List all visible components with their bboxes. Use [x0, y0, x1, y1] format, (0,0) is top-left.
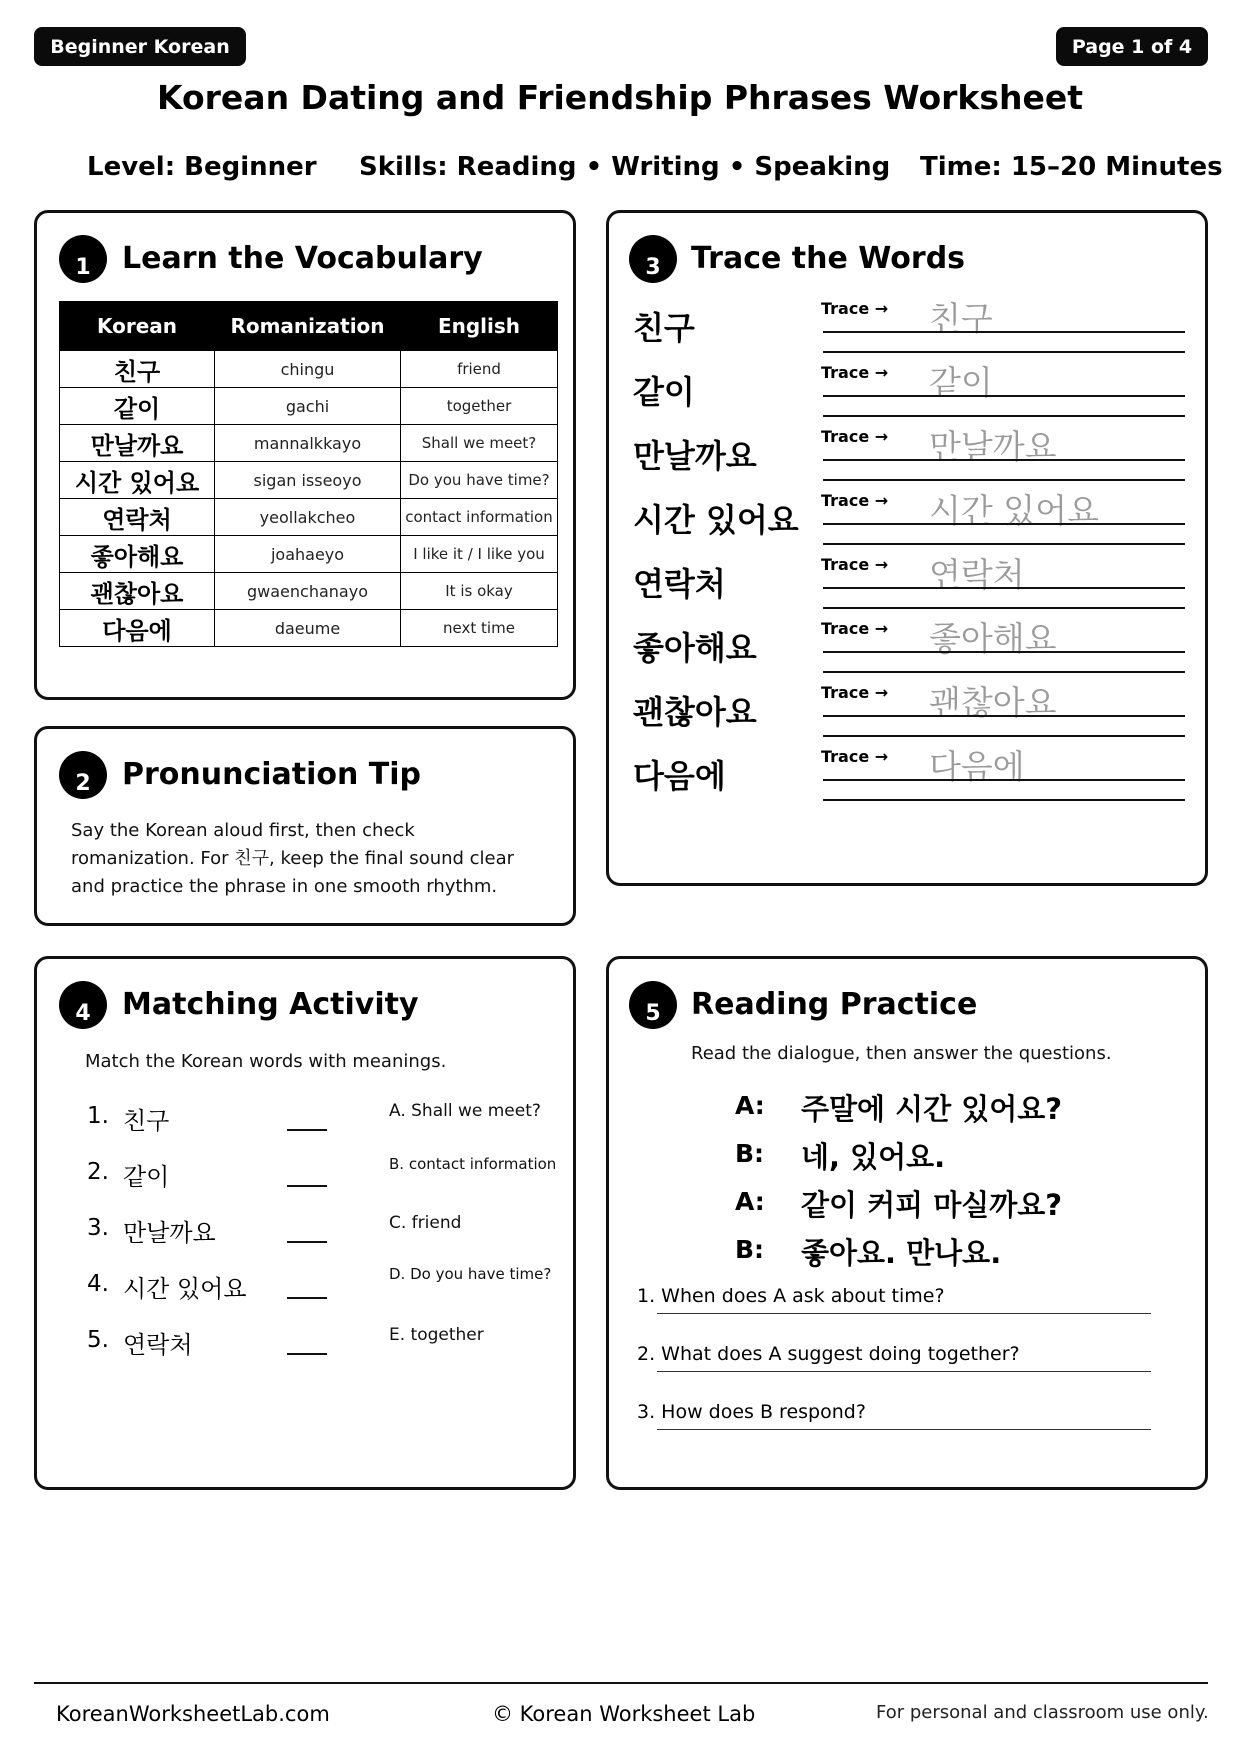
- match-item-number: 4.: [87, 1271, 109, 1297]
- match-answer-blank[interactable]: [287, 1185, 327, 1187]
- table-header-row: [60, 302, 558, 351]
- romanization-cell: daeume: [215, 610, 401, 647]
- section-number-badge: 5: [629, 981, 677, 1029]
- romanization-cell: yeollakcheo: [215, 499, 401, 536]
- trace-label: Trace →: [821, 299, 889, 318]
- match-item-word: 같이: [123, 1163, 170, 1191]
- table-row: [60, 351, 558, 388]
- english-cell: Do you have time?: [401, 462, 558, 499]
- page-badge: Page 1 of 4: [1056, 27, 1208, 66]
- table-row: [60, 388, 558, 425]
- footer-usage-note: For personal and classroom use only.: [876, 1702, 1209, 1723]
- section-title: Trace the Words: [691, 241, 966, 276]
- english-cell: I like it / I like you: [401, 536, 558, 573]
- footer-website: KoreanWorksheetLab.com: [56, 1702, 330, 1726]
- trace-word: 괜찮아요: [633, 693, 757, 731]
- dialogue-speaker: A:: [735, 1091, 765, 1120]
- tip-line: and practice the phrase in one smooth rhythm.: [71, 876, 498, 897]
- trace-word: 다음에: [633, 757, 726, 795]
- matching-section: [34, 956, 576, 1490]
- trace-baseline: [823, 671, 1185, 673]
- skills-info: Skills: Reading • Writing • Speaking: [359, 152, 891, 182]
- match-option: A. Shall we meet?: [389, 1101, 541, 1121]
- time-info: Time: 15–20 Minutes: [920, 152, 1223, 182]
- trace-word: 친구: [633, 309, 695, 347]
- trace-writing-line[interactable]: [823, 587, 1185, 589]
- pronunciation-tip-text: [71, 817, 551, 901]
- answer-line[interactable]: [657, 1429, 1151, 1430]
- match-answer-blank[interactable]: [287, 1129, 327, 1131]
- english-cell: next time: [401, 610, 558, 647]
- trace-word: 같이: [633, 373, 695, 411]
- romanization-cell: gwaenchanayo: [215, 573, 401, 610]
- page-title: Korean Dating and Friendship Phrases Worksheet: [156, 78, 1084, 117]
- footer-divider: [34, 1682, 1208, 1684]
- korean-cell: 같이: [60, 388, 215, 425]
- trace-writing-line[interactable]: [823, 779, 1185, 781]
- trace-baseline: [823, 479, 1185, 481]
- match-option: E. together: [389, 1325, 484, 1345]
- section-number-badge: 3: [629, 235, 677, 283]
- match-option: D. Do you have time?: [389, 1265, 552, 1283]
- korean-cell: 시간 있어요: [60, 462, 215, 499]
- english-cell: It is okay: [401, 573, 558, 610]
- table-row: [60, 499, 558, 536]
- trace-label: Trace →: [821, 491, 889, 510]
- match-item-number: 2.: [87, 1159, 109, 1185]
- trace-word: 만날까요: [633, 437, 757, 475]
- trace-section: [606, 210, 1208, 886]
- section-title: Reading Practice: [691, 987, 978, 1022]
- match-answer-blank[interactable]: [287, 1297, 327, 1299]
- trace-label: Trace →: [821, 683, 889, 702]
- question-text: 1. When does A ask about time?: [637, 1285, 945, 1307]
- trace-word: 연락처: [633, 565, 726, 603]
- english-cell: together: [401, 388, 558, 425]
- match-answer-blank[interactable]: [287, 1353, 327, 1355]
- table-row: [60, 573, 558, 610]
- korean-cell: 괜찮아요: [60, 573, 215, 610]
- trace-baseline: [823, 607, 1185, 609]
- table-row: [60, 462, 558, 499]
- trace-ghost-text: 좋아해요: [929, 619, 1057, 658]
- section-number-badge: 4: [59, 981, 107, 1029]
- trace-baseline: [823, 543, 1185, 545]
- dialogue-speaker: A:: [735, 1187, 765, 1216]
- english-cell: contact information: [401, 499, 558, 536]
- section-title: Pronunciation Tip: [122, 757, 422, 792]
- romanization-cell: gachi: [215, 388, 401, 425]
- section-title: Learn the Vocabulary: [122, 241, 483, 276]
- reading-instruction: Read the dialogue, then answer the questions.: [691, 1043, 1112, 1064]
- question-text: 2. What does A suggest doing together?: [637, 1343, 1020, 1365]
- match-item-word: 친구: [123, 1107, 170, 1135]
- tip-line: romanization. For 친구, keep the final sound clear: [71, 848, 515, 869]
- trace-label: Trace →: [821, 619, 889, 638]
- section-title: Matching Activity: [122, 987, 419, 1022]
- korean-cell: 좋아해요: [60, 536, 215, 573]
- trace-ghost-text: 연락처: [929, 555, 1025, 594]
- match-option: C. friend: [389, 1213, 462, 1233]
- match-item-number: 5.: [87, 1327, 109, 1353]
- answer-line[interactable]: [657, 1313, 1151, 1314]
- column-header-romanization: Romanization: [215, 302, 401, 351]
- match-item-word: 시간 있어요: [123, 1275, 247, 1303]
- dialogue-line: 주말에 시간 있어요?: [801, 1092, 1063, 1126]
- tip-line: Say the Korean aloud first, then check: [71, 820, 415, 841]
- trace-ghost-text: 만날까요: [929, 427, 1057, 466]
- match-answer-blank[interactable]: [287, 1241, 327, 1243]
- reading-section: [606, 956, 1208, 1490]
- trace-word: 좋아해요: [633, 629, 757, 667]
- table-row: [60, 610, 558, 647]
- table-row: [60, 536, 558, 573]
- korean-cell: 연락처: [60, 499, 215, 536]
- dialogue-line: 좋아요. 만나요.: [801, 1236, 1002, 1270]
- section-number-badge: 2: [59, 751, 107, 799]
- korean-cell: 만날까요: [60, 425, 215, 462]
- romanization-cell: joahaeyo: [215, 536, 401, 573]
- match-item-number: 3.: [87, 1215, 109, 1241]
- trace-writing-line[interactable]: [823, 523, 1185, 525]
- trace-writing-line[interactable]: [823, 395, 1185, 397]
- match-item-number: 1.: [87, 1103, 109, 1129]
- trace-word: 시간 있어요: [633, 501, 799, 539]
- section-number-badge: 1: [59, 235, 107, 283]
- dialogue-speaker: B:: [735, 1139, 765, 1168]
- trace-ghost-text: 괜찮아요: [929, 683, 1057, 722]
- trace-baseline: [823, 351, 1185, 353]
- trace-writing-line[interactable]: [823, 331, 1185, 333]
- question-text: 3. How does B respond?: [637, 1401, 866, 1423]
- dialogue-line: 네, 있어요.: [801, 1140, 946, 1174]
- vocabulary-section: [34, 210, 576, 700]
- romanization-cell: sigan isseoyo: [215, 462, 401, 499]
- trace-ghost-text: 다음에: [929, 747, 1025, 786]
- match-item-word: 만날까요: [123, 1219, 216, 1247]
- trace-writing-line[interactable]: [823, 715, 1185, 717]
- romanization-cell: mannalkkayo: [215, 425, 401, 462]
- vocabulary-table: [59, 301, 558, 647]
- matching-instruction: Match the Korean words with meanings.: [85, 1051, 447, 1072]
- table-row: [60, 425, 558, 462]
- match-item-word: 연락처: [123, 1331, 193, 1359]
- trace-writing-line[interactable]: [823, 651, 1185, 653]
- footer-copyright: © Korean Worksheet Lab: [492, 1702, 756, 1726]
- pronunciation-section: [34, 726, 576, 926]
- trace-writing-line[interactable]: [823, 459, 1185, 461]
- trace-baseline: [823, 799, 1185, 801]
- english-cell: friend: [401, 351, 558, 388]
- course-badge: Beginner Korean: [34, 27, 246, 66]
- trace-ghost-text: 시간 있어요: [929, 491, 1099, 530]
- column-header-english: English: [401, 302, 558, 351]
- korean-cell: 다음에: [60, 610, 215, 647]
- trace-ghost-text: 같이: [929, 363, 993, 402]
- trace-ghost-text: 친구: [929, 299, 993, 338]
- match-option: B. contact information: [389, 1155, 557, 1173]
- trace-label: Trace →: [821, 363, 889, 382]
- trace-label: Trace →: [821, 555, 889, 574]
- trace-baseline: [823, 735, 1185, 737]
- column-header-korean: Korean: [60, 302, 215, 351]
- trace-label: Trace →: [821, 427, 889, 446]
- english-cell: Shall we meet?: [401, 425, 558, 462]
- dialogue-speaker: B:: [735, 1235, 765, 1264]
- dialogue-line: 같이 커피 마실까요?: [801, 1188, 1063, 1222]
- korean-cell: 친구: [60, 351, 215, 388]
- trace-baseline: [823, 415, 1185, 417]
- romanization-cell: chingu: [215, 351, 401, 388]
- answer-line[interactable]: [657, 1371, 1151, 1372]
- trace-label: Trace →: [821, 747, 889, 766]
- level-info: Level: Beginner: [87, 152, 317, 182]
